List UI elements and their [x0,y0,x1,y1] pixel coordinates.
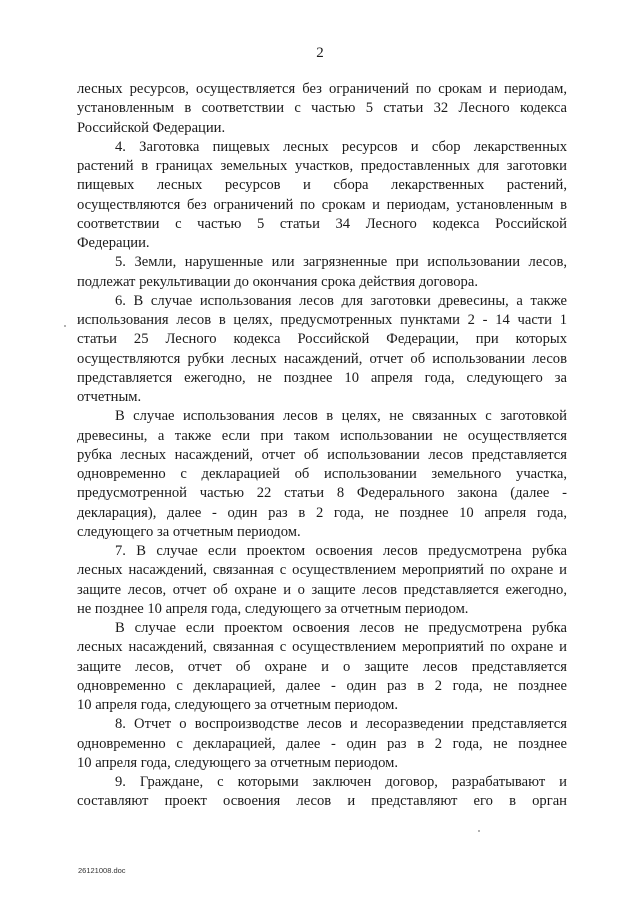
paragraph [77,619,567,715]
text-line: пищевых лесных ресурсов и сбора лекарственных растений, [77,177,567,194]
paragraph [77,80,567,138]
text-line: 8. Отчет о воспроизводстве лесов и лесоразведении представляется [115,716,567,733]
text-line: защите лесов, отчет об охране и о защите лесов представляется ежегодно, [77,581,567,598]
text-line: следующего за отчетным периодом. [77,523,301,540]
text-line: лесных насаждений, связанная с осуществлением мероприятий по охране и [77,562,567,579]
text-line: статьи 25 Лесного кодекса Российской Федерации, при которых [77,331,567,348]
text-line: древесины, а также если при таком использовании не осуществляется [77,427,567,444]
paragraph [77,253,567,292]
text-line: 4. Заготовка пищевых лесных ресурсов и сбор лекарственных [115,138,567,155]
footer-filename: 26121008.doc [78,866,126,875]
paragraph [77,715,567,773]
text-line: одновременно с декларацией об использовании земельного участка, [77,466,567,482]
paragraph [77,138,567,254]
paragraph [77,407,567,542]
text-line: 6. В случае использования лесов для заготовки древесины, а также [115,292,567,309]
text-line: осуществляются рубки лесных насаждений, отчет об использовании лесов [77,350,567,367]
text-line: защите лесов, отчет об охране и о защите лесов представляется [77,658,567,675]
text-line: соответствии с частью 5 статьи 34 Лесного кодекса Российской [77,215,567,232]
paragraph [77,773,567,812]
text-line: осуществляются без ограничений по срокам и периодам, установленным в [77,196,567,213]
text-line: Федерации. [77,235,150,251]
page-number: 2 [316,45,324,61]
text-line: составляют проект освоения лесов и представляют его в орган [77,793,567,810]
text-line: предусмотренной частью 22 статьи 8 Федерального закона (далее - [77,485,567,502]
text-line: 9. Граждане, с которыми заключен договор, разрабатывают и [115,774,567,790]
text-line: использования лесов в целях, предусмотренных пунктами 2 - 14 части 1 [77,312,567,328]
text-line: представляется ежегодно, не позднее 10 апреля года, следующего за [77,369,567,386]
text-line: лесных насаждений, связанная с осуществлением мероприятий по охране и [77,639,567,656]
text-line: одновременно с декларацией, далее - один раз в 2 года, не позднее [77,677,567,694]
text-line: не позднее 10 апреля года, следующего за отчетным периодом. [77,600,469,617]
text-line: В случае использования лесов в целях, не связанных с заготовкой [115,408,567,425]
paragraph [77,542,567,619]
text-line: 7. В случае если проектом освоения лесов предусмотрена рубка [115,543,567,559]
scan-speck [64,325,66,327]
document-body [77,80,567,812]
text-line: лесных ресурсов, осуществляется без ограничений по срокам и периодам, [77,81,567,97]
text-line: растений в границах земельных участков, предоставленных для заготовки [77,158,567,174]
text-line: отчетным. [77,389,142,405]
text-line: Российской Федерации. [77,119,226,136]
text-line: декларация), далее - один раз в 2 года, не позднее 10 апреля года, [77,504,567,521]
text-line: рубка лесных насаждений, отчет об использовании лесов представляется [77,446,567,463]
text-line: подлежат рекультивации до окончания срока действия договора. [77,273,478,290]
text-line: 10 апреля года, следующего за отчетным периодом. [77,697,399,713]
text-line: установленным в соответствии с частью 5 статьи 32 Лесного кодекса [77,100,567,117]
text-line: 5. Земли, нарушенные или загрязненные при использовании лесов, [115,254,567,271]
paragraph [77,292,567,408]
text-line: 10 апреля года, следующего за отчетным периодом. [77,754,399,771]
scan-speck [478,830,480,832]
text-line: В случае если проектом освоения лесов не предусмотрена рубка [115,620,567,636]
text-line: одновременно с декларацией, далее - один раз в 2 года, не позднее [77,735,567,752]
